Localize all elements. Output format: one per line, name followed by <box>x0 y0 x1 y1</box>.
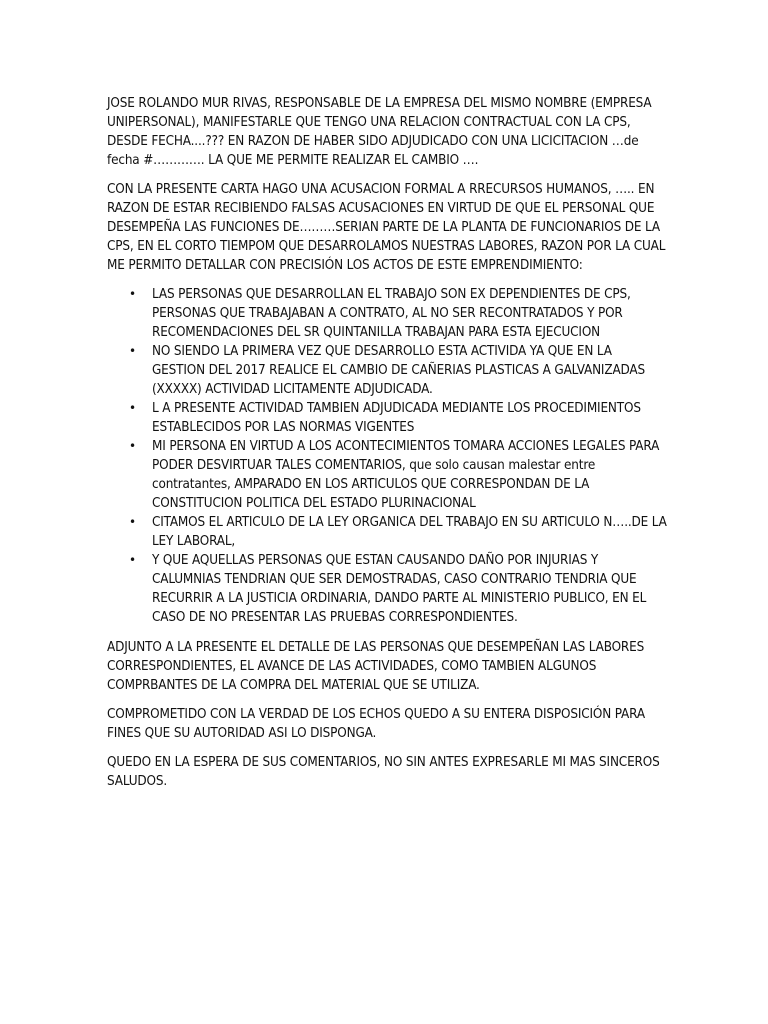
bullet-icon: • <box>129 439 136 453</box>
intro-paragraph: JOSE ROLANDO MUR RIVAS, RESPONSABLE DE LA EMPRESA DEL MISMO NOMBRE (EMPRESA UNIPERSONAL), MANIFESTARLE QUE TENGO UNA RELACION CONTRACTUAL CON LA CPS, DESDE FECHA....??? EN RAZON DE HABER SIDO ADJUDICADO CON UNA LICICITACION …de fecha #…………. LA QUE ME PERMITE REALIZAR EL CAMBIO …. <box>107 96 652 168</box>
bullet-icon: • <box>129 515 136 529</box>
list-item <box>107 551 667 627</box>
bullet-icon: • <box>129 553 136 567</box>
accusation-paragraph: CON LA PRESENTE CARTA HAGO UNA ACUSACION FORMAL A RRECURSOS HUMANOS, ….. EN RAZON DE ESTAR RECIBIENDO FALSAS ACUSACIONES EN VIRTUD DE QUE EL PERSONAL QUE DESEMPEÑA LAS FUNCIONES DE………SERIAN PARTE DE LA PLANTA DE FUNCIONARIOS DE LA CPS, EN EL CORTO TIEMPOM QUE DESARROLAMOS NUESTRAS LABORES, RAZON POR LA CUAL ME PERMITO DETALLAR CON PRECISIÓN LOS ACTOS DE ESTE EMPRENDIMIENTO: <box>107 182 666 273</box>
attachments-paragraph: ADJUNTO A LA PRESENTE EL DETALLE DE LAS PERSONAS QUE DESEMPEÑAN LAS LABORES CORRESPONDIENTES, EL AVANCE DE LAS ACTIVIDADES, COMO TAMBIEN ALGUNOS COMPRBANTES DE LA COMPRA DEL MATERIAL QUE SE UTILIZA. <box>107 640 645 693</box>
list-item-text: CITAMOS EL ARTICULO DE LA LEY ORGANICA DEL TRABAJO EN SU ARTICULO N…..DE LA LEY LABORAL, <box>152 515 667 549</box>
letter-body <box>107 94 667 801</box>
list-item <box>107 513 667 551</box>
list-item-text: MI PERSONA EN VIRTUD A LOS ACONTECIMIENTOS TOMARA ACCIONES LEGALES PARA PODER DESVIRTUAR TALES COMENTARIOS, que solo causan malestar entre contratantes, AMPARADO EN LOS ARTICULOS QUE CORRESPONDAN DE LA CONSTITUCION POLITICA DEL ESTADO PLURINACIONAL <box>152 439 660 511</box>
closing-paragraph: QUEDO EN LA ESPERA DE SUS COMENTARIOS, NO SIN ANTES EXPRESARLE MI MAS SINCEROS SALUDOS. <box>107 755 660 789</box>
details-bullet-list <box>107 285 667 627</box>
bullet-icon: • <box>129 401 136 415</box>
list-item-text: LAS PERSONAS QUE DESARROLLAN EL TRABAJO SON EX DEPENDIENTES DE CPS, PERSONAS QUE TRABAJABAN A CONTRATO, AL NO SER RECONTRATADOS Y POR RECOMENDACIONES DEL SR QUINTANILLA TRABAJAN PARA ESTA EJECUCION <box>152 287 631 340</box>
bullet-icon: • <box>129 344 136 358</box>
list-item <box>107 285 667 342</box>
commitment-paragraph: COMPROMETIDO CON LA VERDAD DE LOS ECHOS QUEDO A SU ENTERA DISPOSICIÓN PARA FINES QUE SU AUTORIDAD ASI LO DISPONGA. <box>107 707 645 741</box>
list-item <box>107 437 667 513</box>
list-item <box>107 342 667 399</box>
list-item-text: Y QUE AQUELLAS PERSONAS QUE ESTAN CAUSANDO DAÑO POR INJURIAS Y CALUMNIAS TENDRIAN QUE SER DEMOSTRADAS, CASO CONTRARIO TENDRIA QUE RECURRIR A LA JUSTICIA ORDINARIA, DANDO PARTE AL MINISTERIO PUBLICO, EN EL CASO DE NO PRESENTAR LAS PRUEBAS CORRESPONDIENTES. <box>152 553 647 625</box>
list-item <box>107 399 667 437</box>
list-item-text: NO SIENDO LA PRIMERA VEZ QUE DESARROLLO ESTA ACTIVIDA YA QUE EN LA GESTION DEL 2017 REALICE EL CAMBIO DE CAÑERIAS PLASTICAS A GALVANIZADAS (XXXXX) ACTIVIDAD LICITAMENTE ADJUDICADA. <box>152 344 646 397</box>
bullet-icon: • <box>129 287 136 301</box>
list-item-text: L A PRESENTE ACTIVIDAD TAMBIEN ADJUDICADA MEDIANTE LOS PROCEDIMIENTOS ESTABLECIDOS POR LAS NORMAS VIGENTES <box>152 401 641 435</box>
